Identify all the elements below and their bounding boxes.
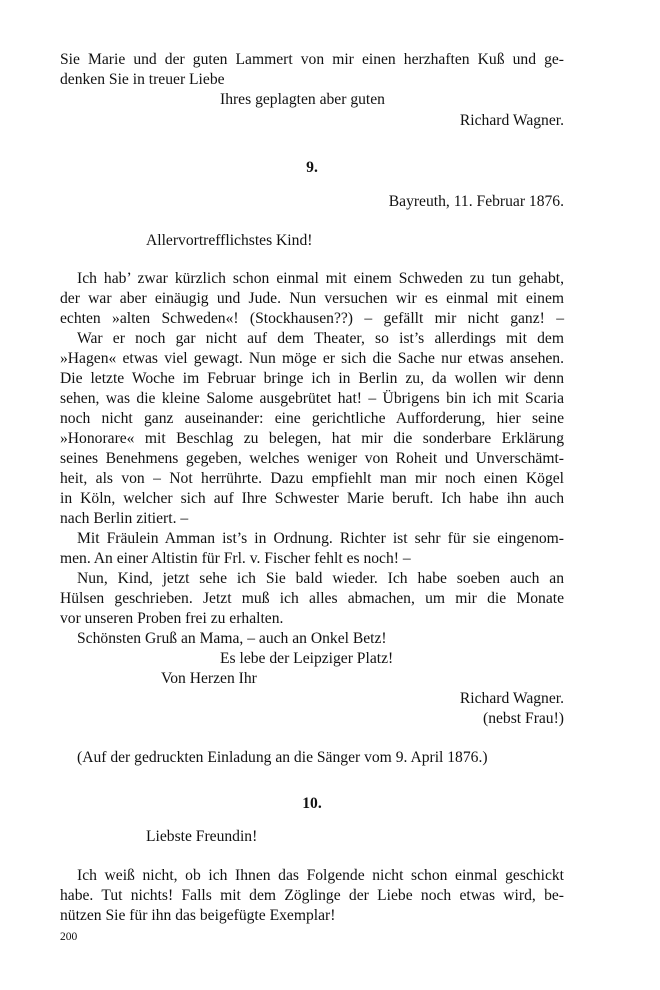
text-line: noch nicht ganz auseinander: eine gerichtliche Aufforderung, hier seine bbox=[60, 410, 564, 427]
text-line: Hülsen geschrieben. Jetzt muß ich alles abmachen, um mir die Monate bbox=[60, 590, 564, 607]
signature: Richard Wagner. bbox=[459, 112, 564, 129]
editorial-note: (Auf der gedruckten Einladung an die Sänger vom 9. April 1876.) bbox=[77, 749, 488, 766]
text-line: men. An einer Altistin für Frl. v. Fischer fehlt es noch! – bbox=[60, 550, 411, 567]
closing-line: Ihres geplagten aber guten bbox=[220, 91, 385, 108]
text-line: War er noch gar nicht auf dem Theater, so ist’s allerdings mit dem bbox=[77, 330, 564, 347]
salutation: Allervortrefflichstes Kind! bbox=[146, 232, 313, 249]
text-line: nützen Sie für ihn das beigefügte Exemplar! bbox=[60, 907, 336, 924]
text-line: »Honorare« mit Beschlag zu belegen, hat mir die sonderbare Erklärung bbox=[60, 430, 564, 447]
letter-number: 10. bbox=[302, 795, 322, 812]
text-line: nach Berlin zitiert. – bbox=[60, 510, 189, 527]
exclamation-line: Es lebe der Leipziger Platz! bbox=[220, 650, 394, 667]
text-line: habe. Tut nichts! Falls mit dem Zöglinge der Liebe noch etwas wird, be- bbox=[60, 887, 564, 904]
text-line: echten »alten Schweden«! (Stockhausen??) – gefällt mir nicht ganz! – bbox=[60, 310, 564, 327]
text-line: vor unseren Proben frei zu erhalten. bbox=[60, 610, 284, 627]
text-line: »Hagen« etwas viel gewagt. Nun möge er sich die Sache nur etwas ansehen. bbox=[60, 350, 564, 367]
letter-number: 9. bbox=[306, 159, 318, 176]
place-date: Bayreuth, 11. Februar 1876. bbox=[388, 193, 564, 210]
text-line: seines Benehmens gegeben, welches weniger von Roheit und Unverschämt- bbox=[60, 450, 564, 467]
text-line: Sie Marie und der guten Lammert von mir einen herzhaften Kuß und ge- bbox=[60, 51, 564, 68]
signature: Richard Wagner. bbox=[459, 690, 564, 707]
postscript: (nebst Frau!) bbox=[483, 710, 564, 727]
text-line: Nun, Kind, jetzt sehe ich Sie bald wieder. Ich habe soeben auch an bbox=[77, 570, 564, 587]
salutation: Liebste Freundin! bbox=[146, 828, 258, 845]
text-line: heit, als von – Not herrührte. Dazu empfiehlt man mir noch einen Kögel bbox=[60, 470, 564, 487]
closing-line: Von Herzen Ihr bbox=[161, 670, 257, 687]
text-line: Schönsten Gruß an Mama, – auch an Onkel Betz! bbox=[77, 630, 387, 647]
page-number: 200 bbox=[60, 931, 78, 943]
text-line: sehen, was die kleine Salome ausgebrütet hat! – Übrigens bin ich mit Scaria bbox=[60, 390, 564, 407]
text-line: in Köln, welcher sich auf Ihre Schwester Marie beruft. Ich habe ihn auch bbox=[60, 490, 564, 507]
text-line: der war aber einäugig und Jude. Nun versuchen wir es einmal mit einem bbox=[60, 290, 564, 307]
text-line: Ich hab’ zwar kürzlich schon einmal mit einem Schweden zu tun gehabt, bbox=[77, 270, 564, 287]
text-line: Die letzte Woche im Februar bringe ich in Berlin zu, da wollen wir denn bbox=[60, 370, 564, 387]
text-line: Ich weiß nicht, ob ich Ihnen das Folgende nicht schon einmal geschickt bbox=[77, 867, 564, 884]
text-line: denken Sie in treuer Liebe bbox=[60, 71, 225, 88]
text-line: Mit Fräulein Amman ist’s in Ordnung. Richter ist sehr für sie eingenom- bbox=[77, 530, 564, 547]
